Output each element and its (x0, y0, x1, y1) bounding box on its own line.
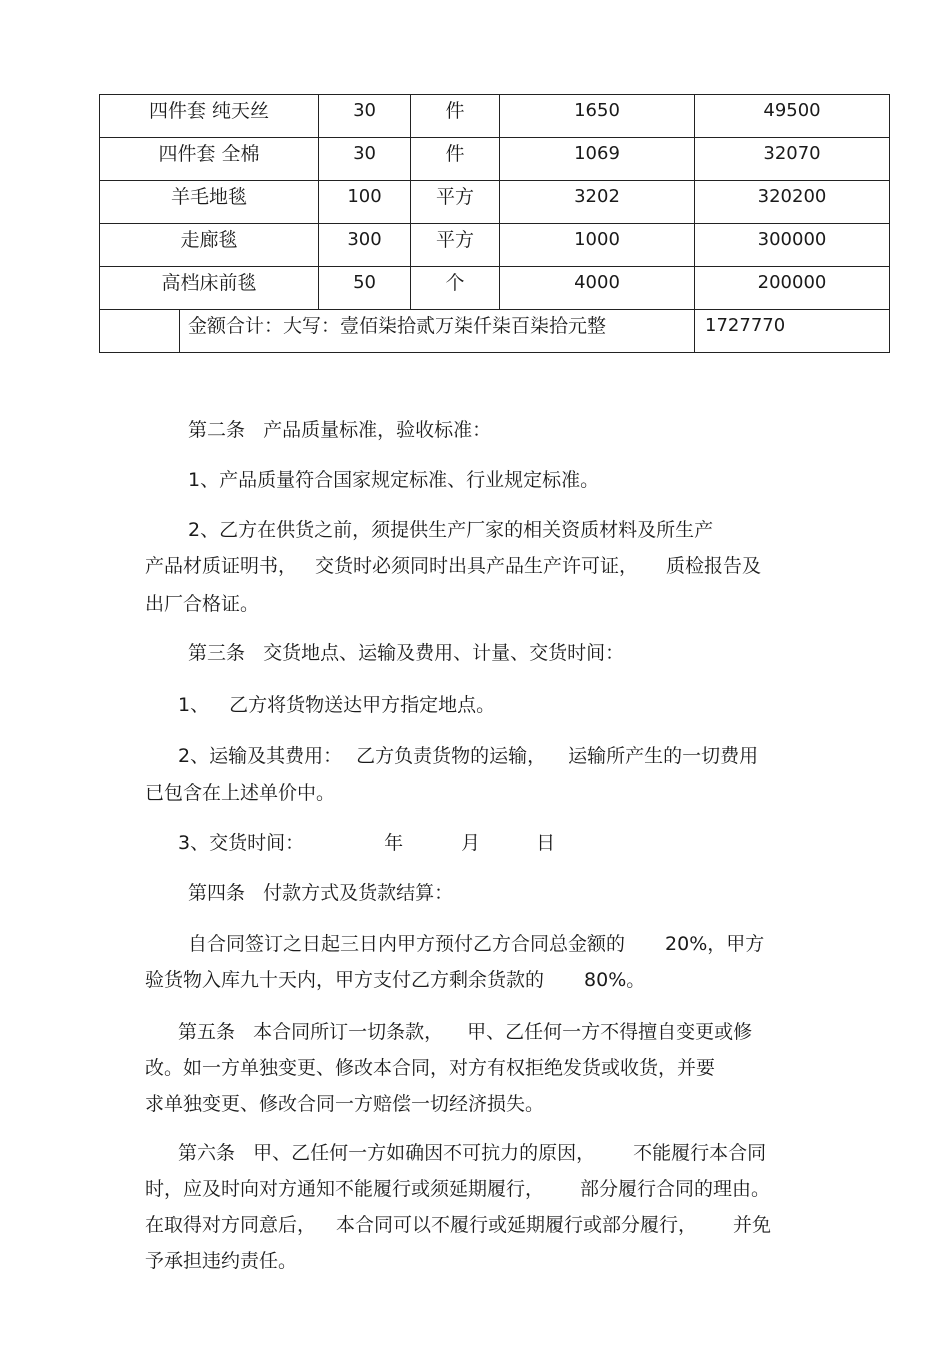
article3-item3 (178, 824, 555, 862)
article6-line3c: 并免 (733, 1214, 772, 1236)
article4-line1 (188, 925, 764, 963)
article3-heading: 第三条 交货地点、运输及费用、计量、交货时间： (188, 642, 625, 664)
table-row (100, 267, 890, 310)
item-amount: 300000 (695, 224, 890, 267)
item-qty: 30 (319, 138, 411, 181)
item-unit: 平方 (411, 181, 500, 224)
item-unit: 件 (411, 138, 500, 181)
item-price: 1650 (500, 95, 695, 138)
article3-item2-line1b: 乙方负责货物的运输， (356, 745, 547, 767)
article3-day: 日 (536, 832, 556, 854)
item-price: 1069 (500, 138, 695, 181)
article3-item2-line1 (178, 737, 758, 775)
article4-heading: 第四条 付款方式及货款结算： (188, 882, 454, 904)
article4-line2b: 80%。 (584, 969, 646, 991)
item-name: 走廊毯 (100, 224, 319, 267)
item-name: 高档床前毯 (100, 267, 319, 310)
item-amount: 49500 (695, 95, 890, 138)
article6-line2 (145, 1170, 770, 1208)
article2-item2-line2a: 产品材质证明书， (145, 555, 298, 577)
article3-item2-line2: 已包含在上述单价中。 (145, 782, 336, 804)
article6-line1a: 第六条 甲、乙任何一方如确因不可抗力的原因， (178, 1142, 596, 1164)
goods-table-body (100, 95, 890, 353)
item-price: 1000 (500, 224, 695, 267)
item-amount: 200000 (695, 267, 890, 310)
article5-line1a: 第五条 本合同所订一切条款， (178, 1021, 444, 1043)
item-price: 3202 (500, 181, 695, 224)
article3-item1 (178, 686, 495, 724)
article5-line1b: 甲、乙任何一方不得擅自变更或修 (467, 1021, 753, 1043)
article3-item1-text: 乙方将货物送达甲方指定地点。 (229, 694, 496, 716)
article5-line3: 求单独变更、修改合同一方赔偿一切经济损失。 (145, 1093, 545, 1115)
item-unit: 件 (411, 95, 500, 138)
article3-item3-label: 3、交货时间： (178, 832, 305, 854)
article4-line2a: 验货物入库九十天内，甲方支付乙方剩余货款的 (145, 969, 545, 991)
item-name: 羊毛地毯 (100, 181, 319, 224)
article2-item2-line2c: 质检报告及 (666, 555, 762, 577)
article4-line1a: 自合同签订之日起三日内甲方预付乙方合同总金额的 (188, 933, 626, 955)
table-row (100, 224, 890, 267)
table-row (100, 138, 890, 181)
goods-table (99, 94, 890, 353)
article2-heading: 第二条 产品质量标准，验收标准： (188, 419, 492, 441)
total-empty-cell (100, 310, 180, 353)
item-qty: 30 (319, 95, 411, 138)
article4-line1b: 20%，甲方 (665, 933, 765, 955)
item-unit: 平方 (411, 224, 500, 267)
article3-item1-num: 1、 (178, 694, 210, 716)
article6-line3a: 在取得对方同意后， (145, 1214, 317, 1236)
article3-month: 月 (461, 832, 481, 854)
item-qty: 100 (319, 181, 411, 224)
article6-line2a: 时，应及时向对方通知不能履行或须延期履行， (145, 1178, 545, 1200)
article2-item2-line2 (145, 547, 761, 585)
article6-line1b: 不能履行本合同 (633, 1142, 767, 1164)
article6-line4: 予承担违约责任。 (145, 1250, 298, 1272)
item-unit: 个 (411, 267, 500, 310)
article5-line2: 改。如一方单独变更、修改本合同，对方有权拒绝发货或收货，并要 (145, 1057, 716, 1079)
item-name: 四件套 全棉 (100, 138, 319, 181)
article2-item2-line1: 2、乙方在供货之前，须提供生产厂家的相关资质材料及所生产 (188, 519, 714, 541)
item-amount: 320200 (695, 181, 890, 224)
item-qty: 50 (319, 267, 411, 310)
item-price: 4000 (500, 267, 695, 310)
article6-line3b: 本合同可以不履行或延期履行或部分履行， (336, 1214, 698, 1236)
article6-line2b: 部分履行合同的理由。 (580, 1178, 771, 1200)
article3-item2-line1a: 2、运输及其费用： (178, 745, 343, 767)
article6-line3 (145, 1206, 771, 1244)
article3-item2-line1c: 运输所产生的一切费用 (568, 745, 759, 767)
total-value: 1727770 (695, 310, 890, 353)
article6-line1 (178, 1134, 766, 1172)
item-qty: 300 (319, 224, 411, 267)
item-amount: 32070 (695, 138, 890, 181)
article2-item2-line2b: 交货时必须同时出具产品生产许可证， (315, 555, 639, 577)
total-label: 金额合计：大写：壹佰柒拾贰万柒仟柒百柒拾元整 (180, 310, 695, 353)
article2-item2-line3: 出厂合格证。 (145, 593, 260, 615)
article5-line1 (178, 1013, 752, 1051)
item-name: 四件套 纯天丝 (100, 95, 319, 138)
article3-year: 年 (384, 832, 404, 854)
total-row (100, 310, 890, 353)
article4-line2 (145, 961, 645, 999)
article2-item1: 1、产品质量符合国家规定标准、行业规定标准。 (188, 469, 600, 491)
table-row (100, 181, 890, 224)
table-row (100, 95, 890, 138)
